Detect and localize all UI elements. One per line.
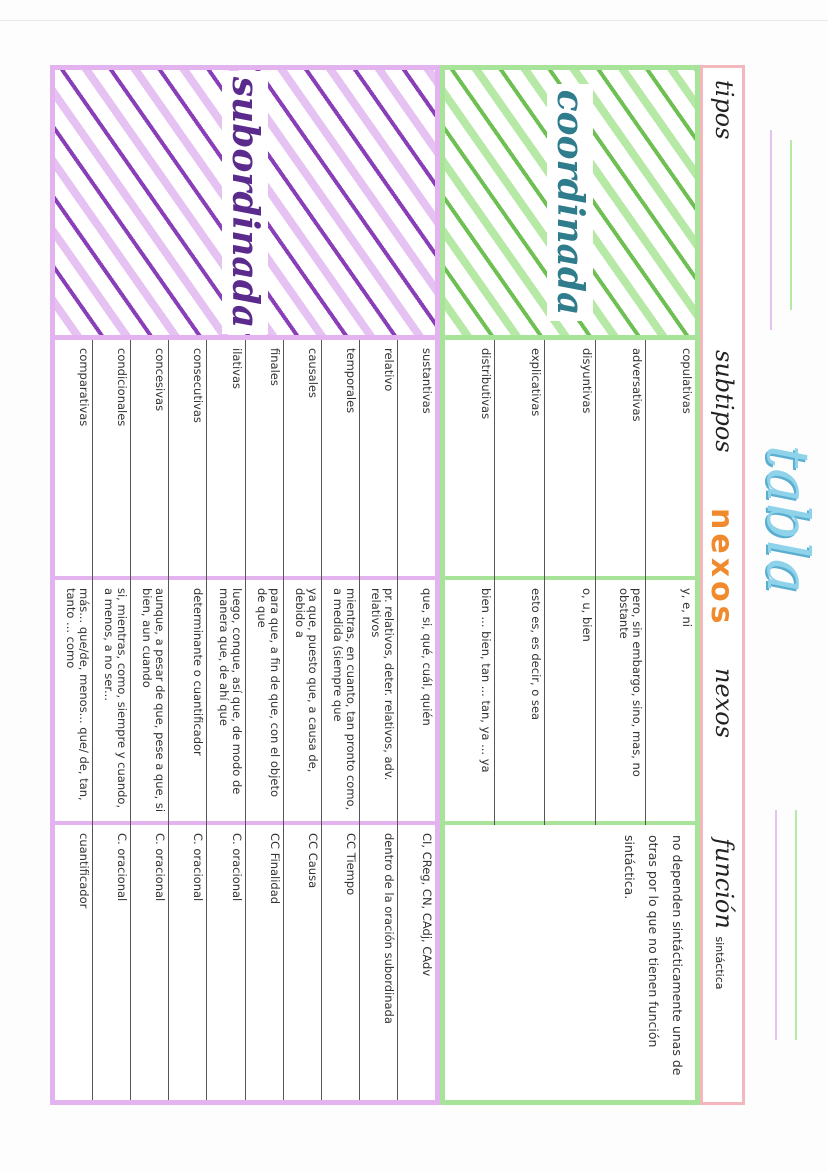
title-nexos: nexos xyxy=(704,508,739,628)
nexos-cell: si, mientras, como, siempre y cuando, a menos, a no ser... xyxy=(93,580,130,825)
subtipo-cell: finales xyxy=(246,340,283,580)
nexos-cell: bien ... bien, tan ... tan, ya ... ya xyxy=(445,580,494,825)
decor-line xyxy=(790,140,792,310)
nexos-cell: para que, a fin de que, con el objeto de que xyxy=(246,580,283,825)
header-funcion-label: función xyxy=(710,838,738,929)
nexos-cell: y, e, ni xyxy=(646,580,695,825)
funcion-cell: C. oracional xyxy=(153,833,168,902)
funcion-cell: C. oracional xyxy=(115,833,130,902)
table-row xyxy=(92,340,130,1100)
funcion-cell: cuantificador xyxy=(77,833,92,909)
subtipo-cell: relativo xyxy=(360,340,397,580)
header-row xyxy=(700,65,745,1105)
funcion-cell: CC Tiempo xyxy=(343,833,358,896)
table-row xyxy=(130,340,168,1100)
tipo-coordinada xyxy=(445,70,695,340)
subtipo-cell: disyuntivas xyxy=(545,340,594,580)
coordinada-funcion: no dependen sintácticamente unas de otras por lo que no tienen función sintáctica. xyxy=(445,825,695,1100)
funcion-cell: CC Causa xyxy=(305,833,320,889)
table-row xyxy=(397,340,435,1100)
funcion-cell: CI, CReg, CN, CAdj, CAdv xyxy=(420,833,434,977)
nexos-cell: aunque, a pesar de que, pese a que, si bien, aun cuando xyxy=(131,580,168,825)
table-row xyxy=(359,340,397,1100)
header-tipos: tipos xyxy=(710,80,738,140)
funcion-cell: C. oracional xyxy=(229,833,244,902)
nexos-cell: más... que/de, menos... que/ de, tan, tanto ... como xyxy=(55,580,92,825)
table-row xyxy=(55,340,92,1100)
header-funcion xyxy=(710,838,738,990)
top-divider xyxy=(0,20,828,21)
subtipo-cell: consecutivas xyxy=(169,340,206,580)
table-row xyxy=(321,340,359,1100)
subtipo-cell: concesivas xyxy=(131,340,168,580)
funcion-cell: CC Finalidad xyxy=(267,833,282,905)
title-tabla: tabla xyxy=(754,445,822,594)
table-row xyxy=(206,340,244,1100)
subtipo-cell: condicionales xyxy=(93,340,130,580)
nexos-cell: o, u, bien xyxy=(545,580,594,825)
coordinada-section xyxy=(440,65,700,1105)
subtipo-cell: ilativas xyxy=(207,340,244,580)
subordinada-section xyxy=(50,65,440,1105)
decor-line xyxy=(770,130,772,330)
subtipo-cell: causales xyxy=(284,340,321,580)
tipo-subordinada xyxy=(55,70,435,340)
table-row xyxy=(168,340,206,1100)
nexos-cell: determinante o cuantificador xyxy=(169,580,206,825)
subtipo-cell: explicativas xyxy=(495,340,544,580)
header-subtipos: subtipos xyxy=(710,350,738,453)
subtipo-cell: distributivas xyxy=(445,340,494,580)
nexos-cell: mientras, en cuanto, tan pronto como, a medida (siempre que xyxy=(322,580,359,825)
nexos-cell: pr. relativos, deter. relativos, adv. relativos xyxy=(360,580,397,825)
nexos-cell: esto es, es decir, o sea xyxy=(495,580,544,825)
table-row xyxy=(283,340,321,1100)
tipo-label: coordinada xyxy=(547,84,593,322)
funcion-cell: dentro de la oración subordinada xyxy=(381,833,396,1024)
subtipo-cell: comparativas xyxy=(55,340,92,580)
decor-line xyxy=(775,810,777,1040)
nexos-cell: que, si, qué, cuál, quién xyxy=(398,580,435,825)
table-row xyxy=(245,340,283,1100)
subtipo-cell: adversativas xyxy=(596,340,645,580)
subtipo-cell: copulativas xyxy=(646,340,695,580)
nexos-table xyxy=(50,65,822,1105)
tipo-label: subordinada xyxy=(222,71,268,334)
nexos-cell: pero, sin embargo, sino, mas, no obstante xyxy=(596,580,645,825)
subtipo-cell: temporales xyxy=(322,340,359,580)
header-nexos: nexos xyxy=(710,668,738,738)
funcion-cell: C. oracional xyxy=(191,833,206,902)
nexos-cell: ya que, puesto que, a causa de, debido a xyxy=(284,580,321,825)
header-funcion-small: sintáctica xyxy=(713,936,726,990)
nexos-cell: luego, conque, así que, de modo de manera que, de ahí que xyxy=(207,580,244,825)
decor-line xyxy=(795,810,797,1040)
subtipo-cell: sustantivas xyxy=(398,340,435,580)
